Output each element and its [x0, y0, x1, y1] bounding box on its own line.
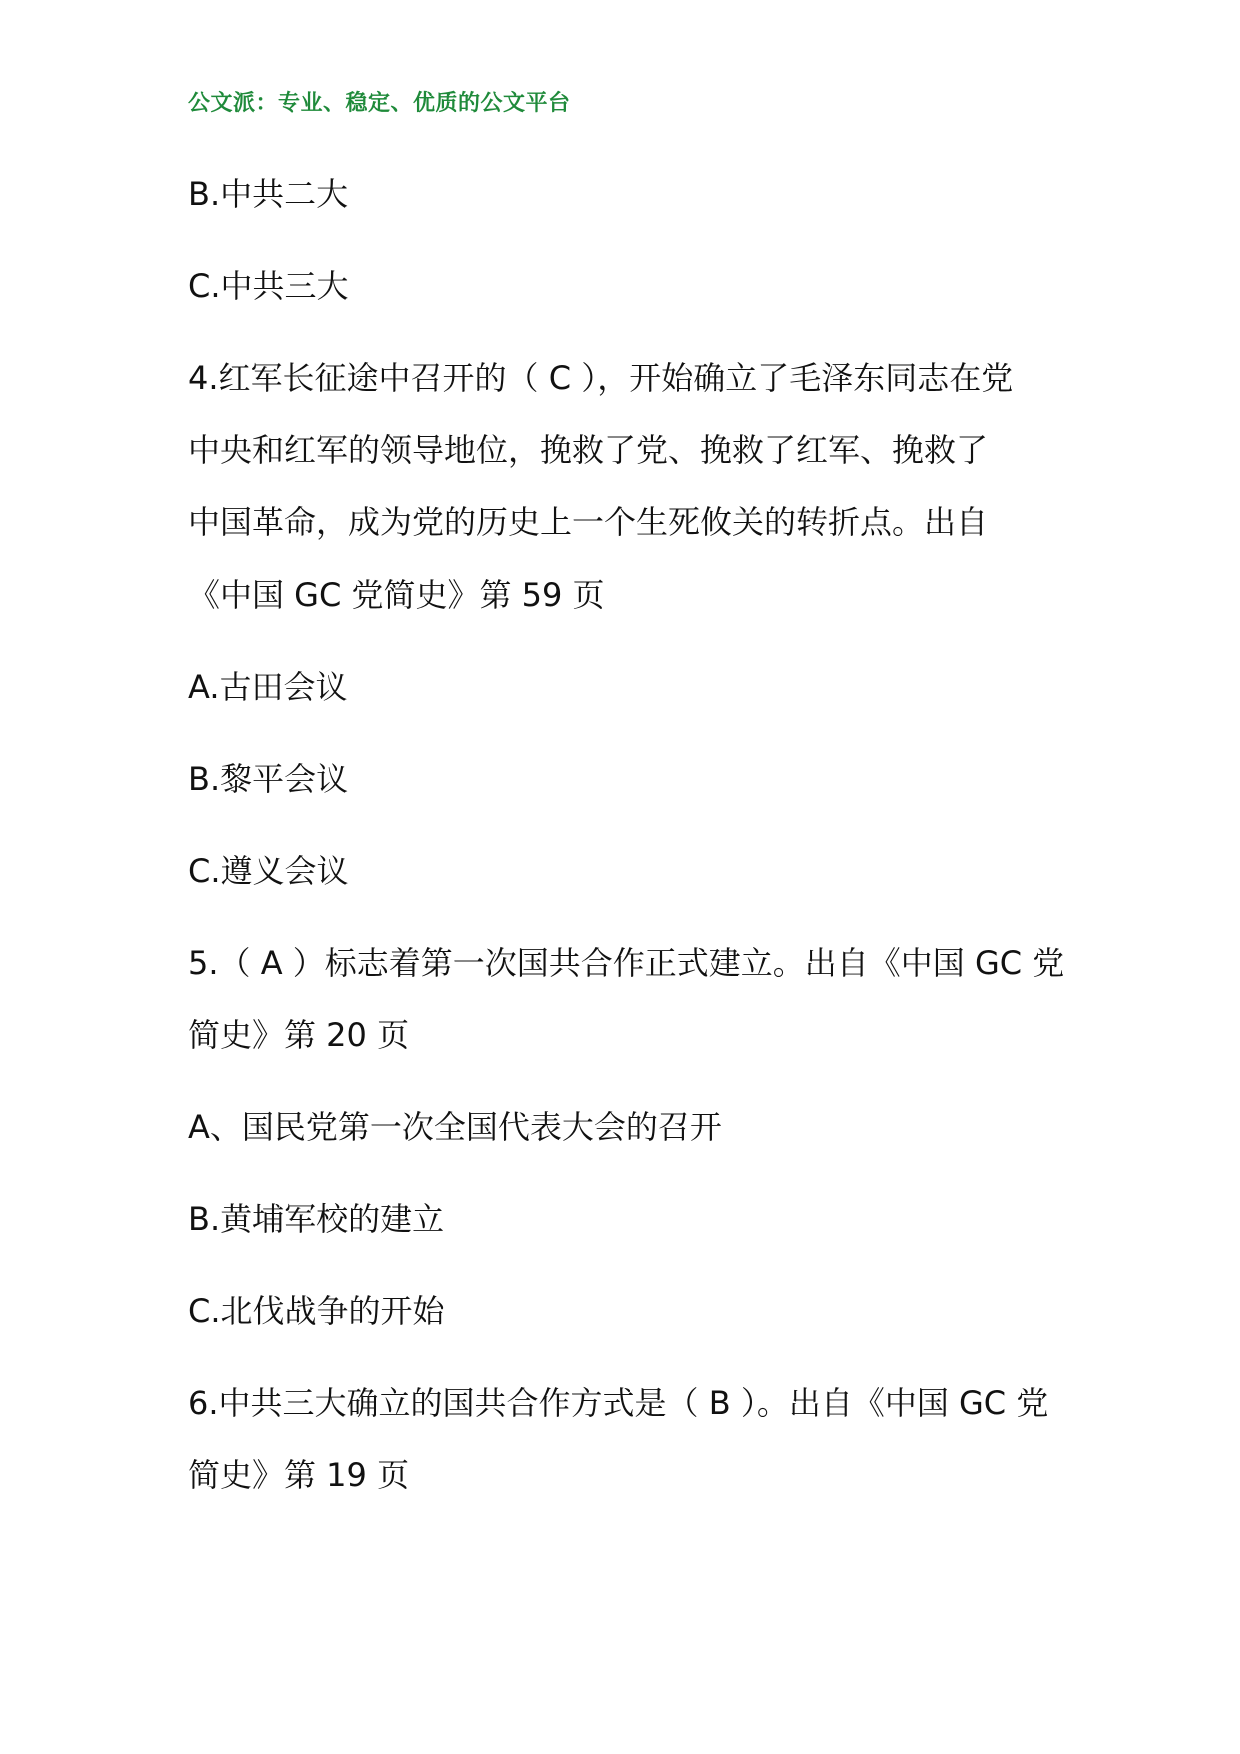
question-5-line-2: 简史》第 20 页	[188, 1016, 410, 1054]
question-4-line-2: 中央和红军的领导地位，挽救了党、挽救了红军、挽救了	[188, 431, 989, 469]
question-5-option-c: C.北伐战争的开始	[188, 1292, 445, 1330]
question-5-option-b: B.黄埔军校的建立	[188, 1200, 445, 1238]
question-4-option-b: B.黎平会议	[188, 760, 349, 798]
question-4-option-c: C.遵义会议	[188, 852, 349, 890]
question-6-line-1: 6.中共三大确立的国共合作方式是（ B ）。出自《中国 GC 党	[188, 1384, 1049, 1422]
option-b-line: B.中共二大	[188, 175, 349, 213]
question-4-line-1: 4.红军长征途中召开的（ C ），开始确立了毛泽东同志在党	[188, 359, 1014, 397]
question-4-line-3: 中国革命，成为党的历史上一个生死攸关的转折点。出自	[188, 503, 989, 541]
site-header-slogan: 公文派：专业、稳定、优质的公文平台	[188, 91, 571, 116]
question-4-option-a: A.古田会议	[188, 668, 348, 706]
question-6-line-2: 简史》第 19 页	[188, 1456, 410, 1494]
question-5-line-1: 5.（ A ）标志着第一次国共合作正式建立。出自《中国 GC 党	[188, 944, 1065, 982]
question-5-option-a: A、国民党第一次全国代表大会的召开	[188, 1108, 722, 1146]
question-4-line-4: 《中国 GC 党简史》第 59 页	[188, 576, 605, 614]
option-c-line: C.中共三大	[188, 267, 349, 305]
